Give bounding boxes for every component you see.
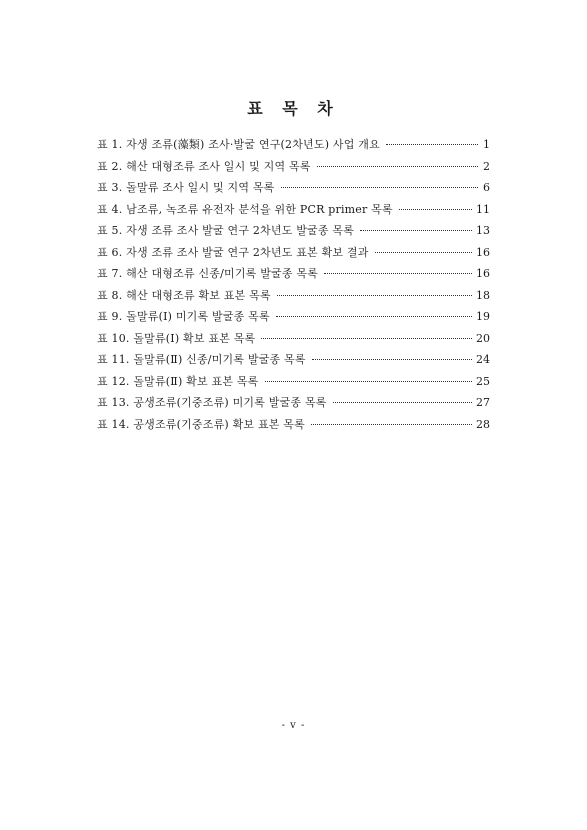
toc-entry — [97, 244, 490, 266]
toc-entry-label: 표 10. 돌말류(Ⅰ) 확보 표본 목록 — [97, 331, 256, 345]
toc-entry-page: 24 — [476, 353, 490, 366]
dot-leader — [281, 187, 478, 188]
toc-entry-label: 표 12. 돌말류(Ⅱ) 확보 표본 목록 — [97, 374, 259, 388]
toc-entry-label: 표 3. 돌말류 조사 일시 및 지역 목록 — [97, 181, 275, 194]
toc-entry — [97, 265, 490, 287]
dot-leader — [312, 359, 472, 360]
table-of-contents — [97, 136, 490, 437]
dot-leader — [333, 402, 472, 403]
dot-leader — [317, 166, 478, 167]
toc-entry-page: 2 — [483, 159, 490, 173]
toc-entry-page: 28 — [476, 417, 490, 431]
toc-entry-label: 표 8. 해산 대형조류 확보 표본 목록 — [97, 288, 271, 302]
toc-entry — [97, 179, 490, 201]
toc-entry-label: 표 6. 자생 조류 조사 발굴 연구 2차년도 표본 확보 결과 — [97, 245, 369, 259]
dot-leader — [276, 316, 472, 317]
page-number-footer: - v - — [281, 720, 306, 731]
page-title: 표 목 차 — [247, 99, 340, 118]
toc-entry-label: 표 2. 해산 대형조류 조사 일시 및 지역 목록 — [97, 159, 311, 173]
toc-entry-page: 27 — [476, 396, 490, 409]
toc-entry-label: 표 7. 해산 대형조류 신종/미기록 발굴종 목록 — [97, 267, 319, 280]
dot-leader — [375, 252, 472, 253]
toc-entry-label: 표 5. 자생 조류 조사 발굴 연구 2차년도 발굴종 목록 — [97, 224, 355, 237]
dot-leader — [399, 209, 472, 210]
dot-leader — [277, 295, 472, 296]
toc-entry-page: 13 — [476, 224, 490, 237]
toc-entry-page: 19 — [476, 310, 490, 323]
toc-entry — [97, 394, 490, 416]
toc-entry-page: 16 — [476, 245, 490, 259]
toc-entry-label: 표 9. 돌말류(Ⅰ) 미기록 발굴종 목록 — [97, 310, 270, 323]
toc-entry — [97, 287, 490, 309]
dot-leader — [360, 230, 472, 231]
toc-entry-page: 6 — [483, 181, 490, 194]
toc-entry-page: 11 — [476, 202, 490, 216]
dot-leader — [265, 381, 473, 382]
toc-entry — [97, 158, 490, 180]
dot-leader — [311, 424, 472, 425]
toc-entry — [97, 136, 490, 158]
toc-entry-page: 16 — [476, 267, 490, 280]
toc-entry-page: 25 — [476, 374, 490, 388]
toc-entry — [97, 222, 490, 244]
toc-entry-label: 표 11. 돌말류(Ⅱ) 신종/미기록 발굴종 목록 — [97, 353, 306, 366]
toc-entry — [97, 351, 490, 373]
toc-entry-label: 표 4. 남조류, 녹조류 유전자 분석을 위한 PCR primer 목록 — [97, 202, 393, 216]
toc-entry-page: 1 — [483, 138, 490, 151]
toc-entry — [97, 330, 490, 352]
toc-entry-page: 18 — [476, 288, 490, 302]
toc-entry-label: 표 1. 자생 조류(藻類) 조사·발굴 연구(2차년도) 사업 개요 — [97, 138, 380, 151]
toc-entry-page: 20 — [476, 331, 490, 345]
toc-entry-label: 표 14. 공생조류(기중조류) 확보 표본 목록 — [97, 417, 305, 431]
toc-entry — [97, 373, 490, 395]
toc-entry — [97, 416, 490, 438]
dot-leader — [261, 338, 472, 339]
toc-entry — [97, 201, 490, 223]
dot-leader — [324, 273, 472, 274]
toc-entry — [97, 308, 490, 330]
toc-entry-label: 표 13. 공생조류(기중조류) 미기록 발굴종 목록 — [97, 396, 327, 409]
dot-leader — [386, 144, 478, 145]
